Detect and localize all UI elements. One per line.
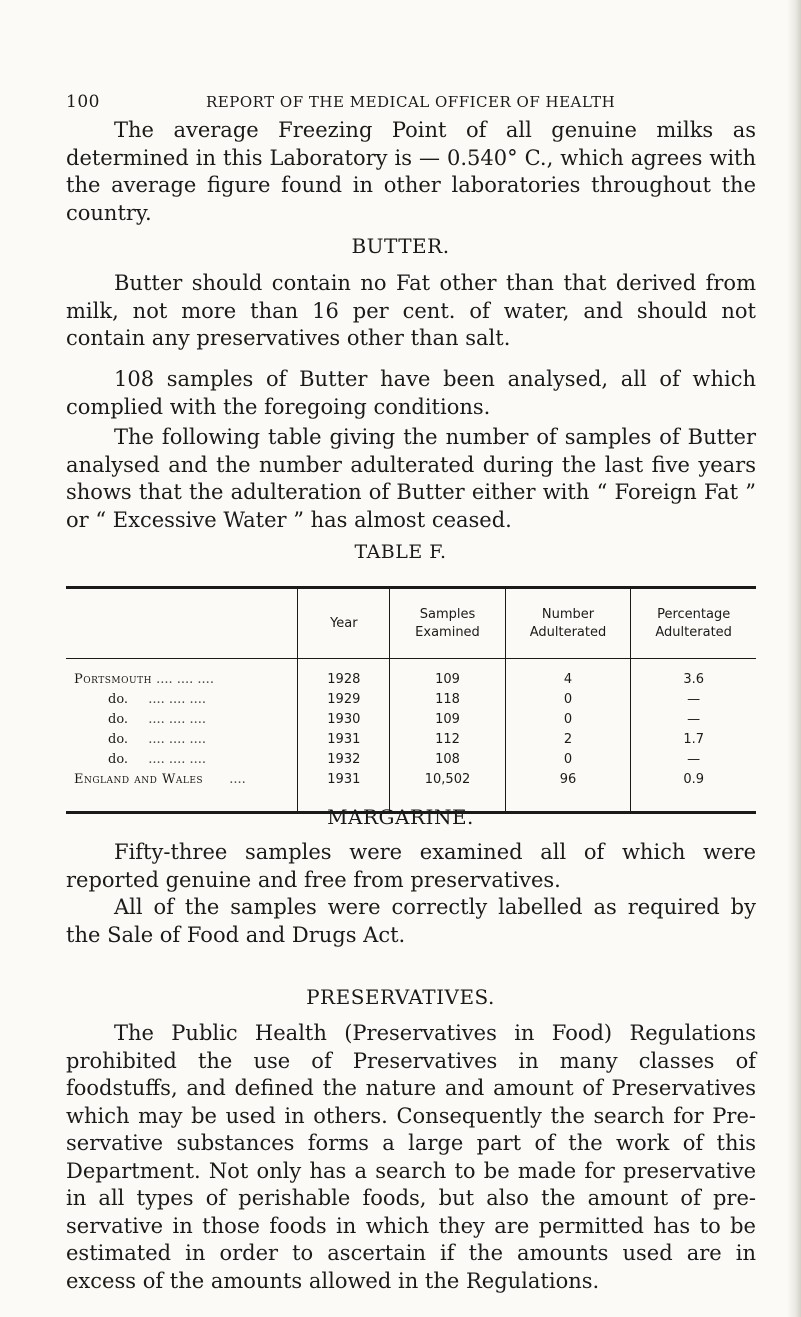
table-header-row bbox=[66, 588, 756, 659]
row-samples: 112 bbox=[390, 729, 505, 749]
row-adulterated: 96 bbox=[505, 769, 631, 813]
row-percentage: 3.6 bbox=[631, 659, 756, 690]
leader-dots: .... .... .... bbox=[148, 691, 207, 707]
row-samples: 109 bbox=[390, 659, 505, 690]
butter-paragraph-2: 108 samples of Butter have been analysed, all of which complied with the foregoing conditions. bbox=[66, 367, 756, 419]
row-place: Portsmouth bbox=[74, 671, 152, 687]
row-adulterated: 0 bbox=[505, 689, 631, 709]
row-adulterated: 0 bbox=[505, 749, 631, 769]
row-year: 1928 bbox=[298, 659, 390, 690]
page-edge-shadow bbox=[787, 0, 801, 1317]
table-row bbox=[66, 689, 756, 709]
row-place: do. bbox=[108, 691, 129, 707]
col-header-year: Year bbox=[298, 588, 390, 659]
row-percentage: — bbox=[631, 689, 756, 709]
row-year: 1931 bbox=[298, 769, 390, 813]
row-year: 1932 bbox=[298, 749, 390, 769]
col-header-adulterated: Number Adulterated bbox=[505, 588, 631, 659]
table-row bbox=[66, 659, 756, 690]
leader-dots: .... .... .... bbox=[156, 671, 214, 687]
leader-dots: .... .... .... bbox=[148, 751, 207, 767]
row-percentage: 1.7 bbox=[631, 729, 756, 749]
leader-dots: .... .... .... bbox=[148, 731, 207, 747]
leader-dots: .... bbox=[229, 771, 246, 787]
row-year: 1929 bbox=[298, 689, 390, 709]
row-year: 1931 bbox=[298, 729, 390, 749]
row-adulterated: 2 bbox=[505, 729, 631, 749]
butter-heading: BUTTER. bbox=[351, 234, 450, 258]
margarine-heading: MARGARINE. bbox=[327, 805, 474, 829]
row-samples: 118 bbox=[390, 689, 505, 709]
col-header-place bbox=[66, 588, 298, 659]
table-row bbox=[66, 749, 756, 769]
row-place: do. bbox=[108, 711, 129, 727]
row-year: 1930 bbox=[298, 709, 390, 729]
page-number: 100 bbox=[66, 92, 100, 112]
col-header-percentage: Percentage Adulterated bbox=[631, 588, 756, 659]
row-samples: 109 bbox=[390, 709, 505, 729]
table-f bbox=[66, 586, 756, 814]
row-place: do. bbox=[108, 731, 129, 747]
row-adulterated: 0 bbox=[505, 709, 631, 729]
row-place: do. bbox=[108, 751, 129, 767]
row-place: England and Wales bbox=[74, 771, 204, 787]
row-adulterated: 4 bbox=[505, 659, 631, 690]
preservatives-heading: PRESERVATIVES. bbox=[306, 985, 495, 1009]
row-percentage: — bbox=[631, 709, 756, 729]
margarine-paragraph-2: All of the samples were correctly labelled as required by the Sale of Food and Drugs Act. bbox=[66, 895, 756, 947]
butter-paragraph-1: Butter should contain no Fat other than that derived from milk, not more than 16 per cent. of water, and should not contain any preservatives other than salt. bbox=[66, 271, 756, 350]
margarine-paragraph-1: Fifty-three samples were examined all of which were reported genuine and free from preservatives. bbox=[66, 840, 756, 892]
butter-paragraph-3: The following table giving the number of samples of Butter analysed and the number adulterated during the last five years shows that the adulteration of Butter either with “ Foreign Fat ” or “ Excessive Water ” has almost ceased. bbox=[66, 425, 756, 532]
intro-paragraph: The average Freezing Point of all genuine milks as determined in this Laboratory is — 0.540° C., which agrees with the average figure found in other laboratories throughout the country. bbox=[66, 118, 756, 225]
running-title: REPORT OF THE MEDICAL OFFICER OF HEALTH bbox=[206, 93, 616, 111]
table-row bbox=[66, 709, 756, 729]
row-samples: 108 bbox=[390, 749, 505, 769]
col-header-samples: Samples Examined bbox=[390, 588, 505, 659]
row-percentage: — bbox=[631, 749, 756, 769]
table-title: TABLE F. bbox=[354, 541, 447, 563]
leader-dots: .... .... .... bbox=[148, 711, 207, 727]
preservatives-paragraph: The Public Health (Preservatives in Food) Regulations prohibited the use of Preservatives in many classes of foodstuffs, and defined the nature and amount of Preservatives which may be used in others. Consequently the search for Pre- servative substances forms a large part of the work of this Department. Not only has a search to be made for preservative in all types of perishable foods, but also the amount of pre- servative in those foods in which they are permitted has to be estimated in order to ascertain if the amounts used are in excess of the amounts allowed in the Regulations. bbox=[66, 1021, 756, 1293]
running-header bbox=[66, 92, 756, 114]
row-percentage: 0.9 bbox=[631, 769, 756, 813]
row-samples: 10,502 bbox=[390, 769, 505, 813]
table-row bbox=[66, 729, 756, 749]
